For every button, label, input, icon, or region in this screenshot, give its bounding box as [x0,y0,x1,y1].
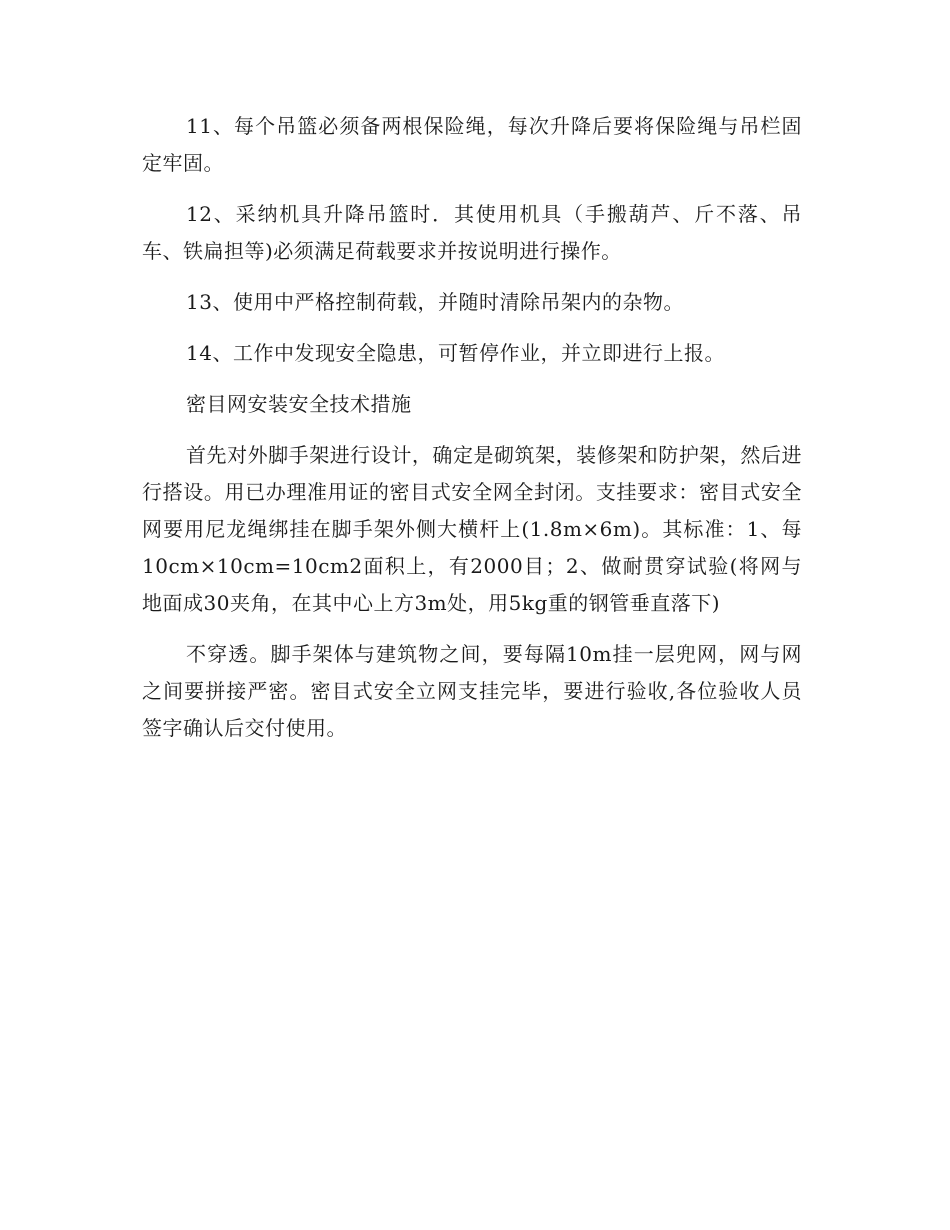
paragraph-safety-net-requirements: 首先对外脚手架进行设计，确定是砌筑架，装修架和防护架，然后进行搭设。用已办理准用证的密目式安全网全封闭。支挂要求：密目式安全网要用尼龙绳绑挂在脚手架外侧大横杆上(1.8m×6m)。其标准：1、每10cm×10cm=10cm2面积上，有2000目；2、做耐贯穿试验(将网与地面成30夹角，在其中心上方3m处，用5kg重的钢管垂直落下) [142,443,802,615]
paragraph-item-12: 12、采纳机具升降吊篮时．其使用机具（手搬葫芦、斤不落、吊车、铁扁担等)必须满足荷载要求并按说明进行操作。 [142,202,802,263]
document-body [142,108,802,761]
paragraph-item-13: 13、使用中严格控制荷载，并随时清除吊架内的杂物。 [186,290,684,314]
section-heading: 密目网安装安全技术措施 [186,392,412,416]
paragraph-safety-net-acceptance: 不穿透。脚手架体与建筑物之间，要每隔10m挂一层兜网，网与网之间要拼接严密。密目式安全立网支挂完毕，要进行验收,各位验收人员签字确认后交付使用。 [142,642,802,740]
paragraph-item-14: 14、工作中发现安全隐患，可暂停作业，并立即进行上报。 [186,341,725,365]
paragraph-item-11: 11、每个吊篮必须备两根保险绳，每次升降后要将保险绳与吊栏固定牢固。 [142,114,802,175]
